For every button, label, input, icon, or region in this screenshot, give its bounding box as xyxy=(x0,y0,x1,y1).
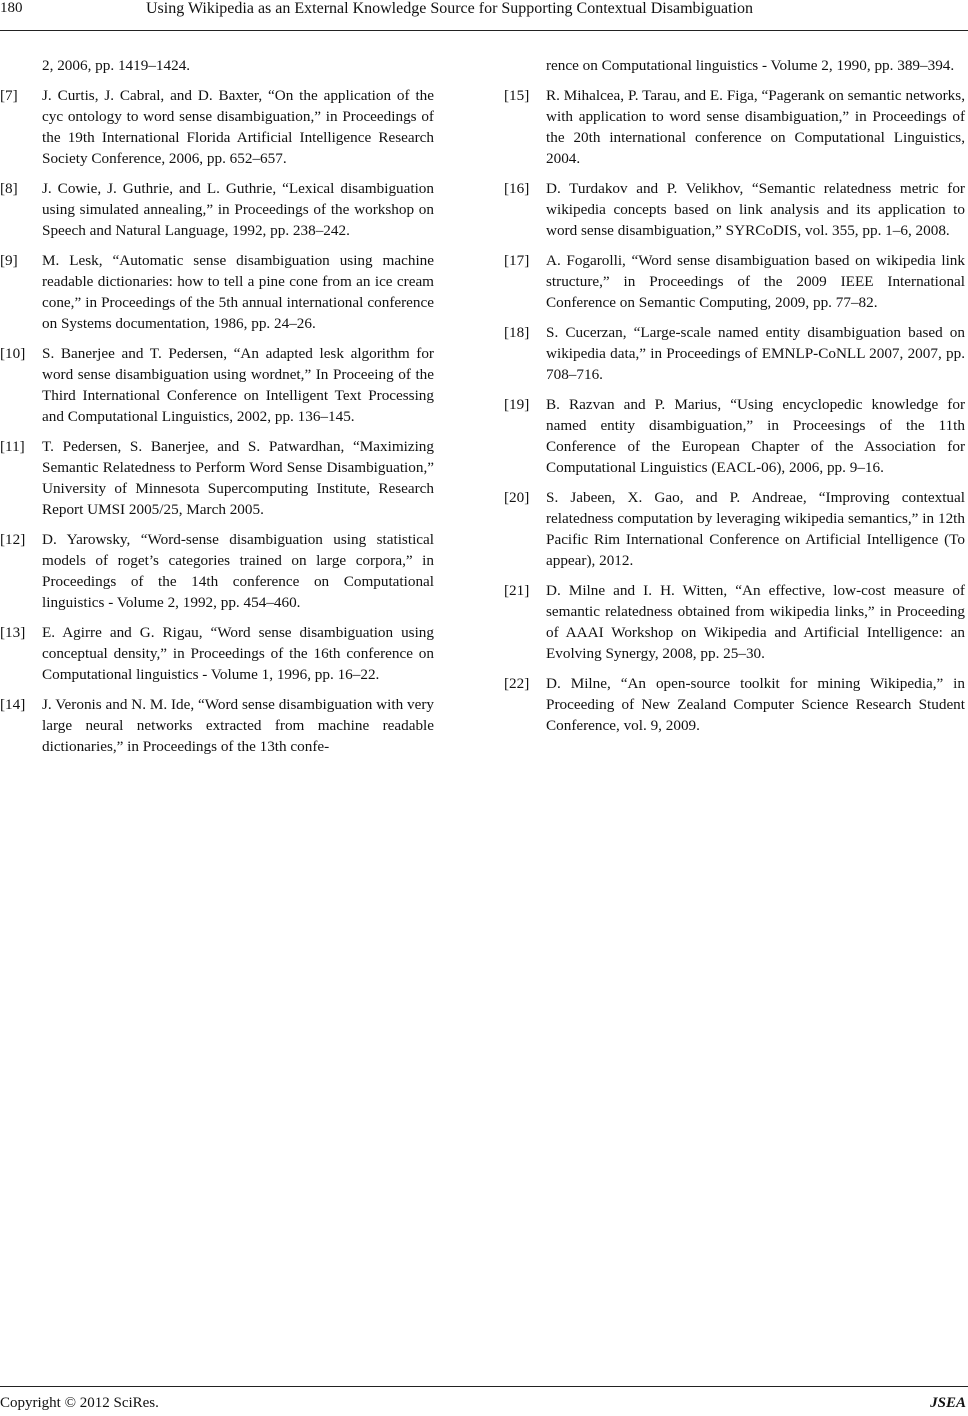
reference-continuation: rence on Computational linguistics - Volume 2, 1990, pp. 389–394. xyxy=(546,57,955,74)
reference-list-right xyxy=(504,85,965,736)
reference-entry xyxy=(504,580,965,664)
reference-text: J. Cowie, J. Guthrie, and L. Guthrie, “Lexical disambiguation using simulated annealing,” in Proceedings of the workshop on Speech and Natural Language, 1992, pp. 238–242. xyxy=(42,180,434,239)
reference-number: [17] xyxy=(504,252,530,269)
reference-entry xyxy=(504,178,965,241)
reference-entry xyxy=(0,85,434,169)
page-footer xyxy=(0,1386,968,1416)
reference-number: [20] xyxy=(504,489,530,506)
reference-text: D. Turdakov and P. Velikhov, “Semantic relatedness metric for wikipedia concepts based on link analysis and its application to word sense disambiguation,” SYRCoDIS, vol. 355, pp. 1–6, 2008. xyxy=(546,180,965,239)
reference-entry xyxy=(0,343,434,427)
reference-text: D. Yarowsky, “Word-sense disambiguation using statistical models of roget’s categories trained on large corpora,” in Proceedings of the 14th conference on Computational linguistics - Volume 2, 1992, pp. 454–460. xyxy=(42,531,434,611)
reference-entry xyxy=(0,529,434,613)
reference-text: D. Milne and I. H. Witten, “An effective, low-cost measure of semantic relatedness obtained from wikipedia links,” in Proceeding of AAAI Workshop on Wikipedia and Artificial Intelligence: an Evolving Synergy, 2008, pp. 25–30. xyxy=(546,582,965,662)
reference-entry xyxy=(0,622,434,685)
page-header xyxy=(0,0,968,31)
reference-text: J. Curtis, J. Cabral, and D. Baxter, “On the application of the cyc ontology to word sense disambiguation,” in Proceedings of the 19th International Florida Artificial Intelligence Research Society Conference, 2006, pp. 652–657. xyxy=(42,87,434,167)
reference-text: J. Veronis and N. M. Ide, “Word sense disambiguation with very large neural networks extracted from machine readable dictionaries,” in Proceedings of the 13th confe- xyxy=(42,696,434,755)
reference-text: A. Fogarolli, “Word sense disambiguation based on wikipedia link structure,” in Proceedings of the 2009 IEEE International Conference on Semantic Computing, 2009, pp. 77–82. xyxy=(546,252,965,311)
reference-number: [8] xyxy=(0,180,18,197)
reference-entry xyxy=(0,178,434,241)
reference-text: R. Mihalcea, P. Tarau, and E. Figa, “Pagerank on semantic networks, with application to word sense disambiguation,” in Proceedings of the 20th international conference on Computational Linguistics, 2004. xyxy=(546,87,965,167)
copyright-notice: Copyright © 2012 SciRes. xyxy=(0,1395,159,1411)
reference-number: [13] xyxy=(0,624,26,641)
left-column xyxy=(0,55,434,766)
page-number: 180 xyxy=(0,0,23,16)
reference-number: [22] xyxy=(504,675,530,692)
reference-number: [18] xyxy=(504,324,530,341)
reference-entry xyxy=(0,436,434,520)
reference-text: S. Jabeen, X. Gao, and P. Andreae, “Improving contextual relatedness computation by leveraging wikipedia semantics,” in 12th Pacific Rim International Conference on Artificial Intelligence (To appear), 2012. xyxy=(546,489,965,569)
reference-number: [7] xyxy=(0,87,18,104)
reference-number: [14] xyxy=(0,696,26,713)
reference-text: B. Razvan and P. Marius, “Using encyclopedic knowledge for named entity disambiguation,” in Proceesings of the 11th Conference of the European Chapter of the Association for Computational Linguistics (EACL-06), 2006, pp. 9–16. xyxy=(546,396,965,476)
reference-number: [19] xyxy=(504,396,530,413)
reference-entry xyxy=(0,694,434,757)
reference-text: D. Milne, “An open-source toolkit for mining Wikipedia,” in Proceeding of New Zealand Computer Science Research Student Conference, vol. 9, 2009. xyxy=(546,675,965,734)
reference-number: [21] xyxy=(504,582,530,599)
right-column xyxy=(504,55,965,745)
reference-text: M. Lesk, “Automatic sense disambiguation using machine readable dictionaries: how to tell a pine cone from an ice cream cone,” in Proceedings of the 5th annual international conference on Systems documentation, 1986, pp. 24–26. xyxy=(42,252,434,332)
reference-number: [15] xyxy=(504,87,530,104)
reference-number: [9] xyxy=(0,252,18,269)
reference-continuation: 2, 2006, pp. 1419–1424. xyxy=(42,57,191,74)
reference-number: [11] xyxy=(0,438,25,455)
reference-number: [10] xyxy=(0,345,26,362)
running-title: Using Wikipedia as an External Knowledge Source for Supporting Contextual Disambiguation xyxy=(146,0,753,17)
reference-text: T. Pedersen, S. Banerjee, and S. Patwardhan, “Maximizing Semantic Relatedness to Perform Word Sense Disambiguation,” University of Minnesota Supercomputing Institute, Research Report UMSI 2005/25, March 2005. xyxy=(42,438,434,518)
reference-entry xyxy=(504,322,965,385)
reference-entry xyxy=(504,250,965,313)
reference-text: S. Banerjee and T. Pedersen, “An adapted lesk algorithm for word sense disambiguation using wordnet,” In Proceeing of the Third International Conference on Intelligent Text Processing and Computational Linguistics, 2002, pp. 136–145. xyxy=(42,345,434,425)
journal-abbreviation: JSEA xyxy=(930,1395,966,1411)
reference-entry xyxy=(504,487,965,571)
reference-entry xyxy=(504,673,965,736)
reference-text: E. Agirre and G. Rigau, “Word sense disambiguation using conceptual density,” in Proceedings of the 16th conference on Computational linguistics - Volume 1, 1996, pp. 16–22. xyxy=(42,624,434,683)
reference-number: [12] xyxy=(0,531,26,548)
reference-entry xyxy=(504,85,965,169)
reference-text: S. Cucerzan, “Large-scale named entity disambiguation based on wikipedia data,” in Proceedings of EMNLP-CoNLL 2007, 2007, pp. 708–716. xyxy=(546,324,965,383)
reference-entry xyxy=(0,250,434,334)
reference-list-left xyxy=(0,85,434,757)
reference-entry xyxy=(504,394,965,478)
reference-number: [16] xyxy=(504,180,530,197)
